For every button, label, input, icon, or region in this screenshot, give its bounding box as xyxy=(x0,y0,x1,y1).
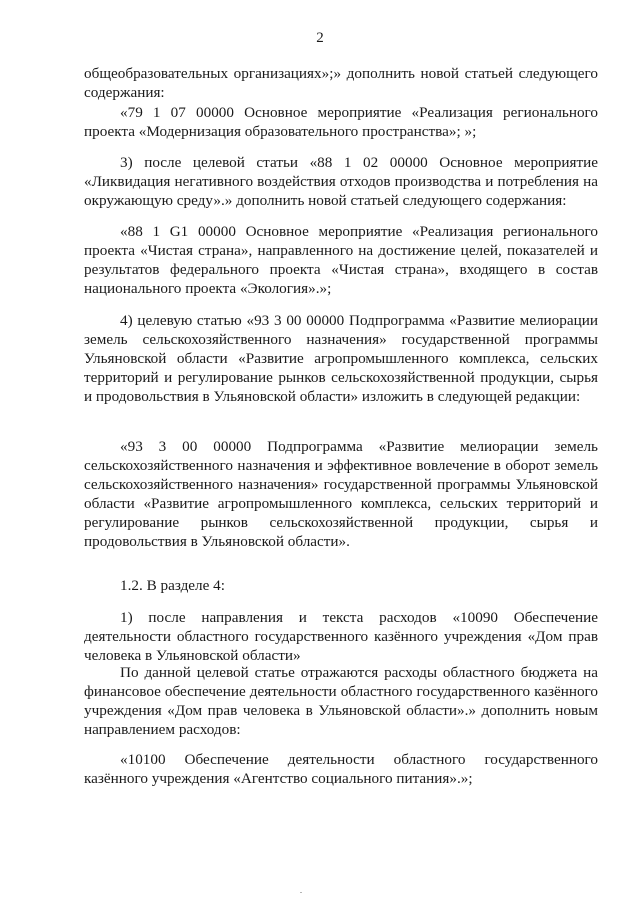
page-number: 2 xyxy=(316,30,324,46)
paragraph-item-3: 3) после целевой статьи «88 1 02 00000 Основное мероприятие «Ликвидация негативного воздействия отходов производства и потребления на окружающую среду».» дополнить новой статьей следующего содержания: xyxy=(84,154,598,209)
paragraph-item-4: 4) целевую статью «93 3 00 00000 Подпрограмма «Развитие мелиорации земель сельскохозяйственного назначения» государственной программы Ульяновской области «Развитие агропромышленного комплекса, сельских территорий и регулирование рынков сельскохозяйственной продукции, сырья и продовольствия в Ульяновской области» изложить в следующей редакции: xyxy=(84,312,598,405)
section-heading: 1.2. В разделе 4: xyxy=(120,577,225,594)
paragraph-item-1: 1) после направления и текста расходов «10090 Обеспечение деятельности областного государственного казённого учреждения «Дом прав человека в Ульяновской области» xyxy=(84,609,598,664)
paragraph-continuation: общеобразовательных организациях»;» дополнить новой статьей следующего содержания: xyxy=(84,65,598,101)
paragraph-quote-10100: «10100 Обеспечение деятельности областного государственного казённого учреждения «Агентство социального питания».»; xyxy=(84,751,598,787)
paragraph-quote-88: «88 1 G1 00000 Основное мероприятие «Реализация регионального проекта «Чистая страна», направленного на достижение целей, показателей и результатов федерального проекта «Чистая страна», входящего в состав национального проекта «Экология».»; xyxy=(84,223,598,297)
paragraph-quote-93: «93 3 00 00000 Подпрограмма «Развитие мелиорации земель сельскохозяйственного назначения и эффективное вовлечение в оборот земель сельскохозяйственного назначения» государственной программы Ульяновской области «Развитие агропромышленного комплекса, сельских территорий и регулирование рынков сельскохозяйственной продукции, сырья и продовольствия в Ульяновской области». xyxy=(84,438,598,550)
scan-artifact xyxy=(300,892,302,893)
paragraph-explanation: По данной целевой статье отражаются расходы областного бюджета на финансовое обеспечение деятельности областного государственного казённого учреждения «Дом прав человека в Ульяновской области».» дополнить новым направлением расходов: xyxy=(84,664,598,738)
paragraph-quote-79: «79 1 07 00000 Основное мероприятие «Реализация регионального проекта «Модернизация образовательного пространства»; »; xyxy=(84,104,598,140)
